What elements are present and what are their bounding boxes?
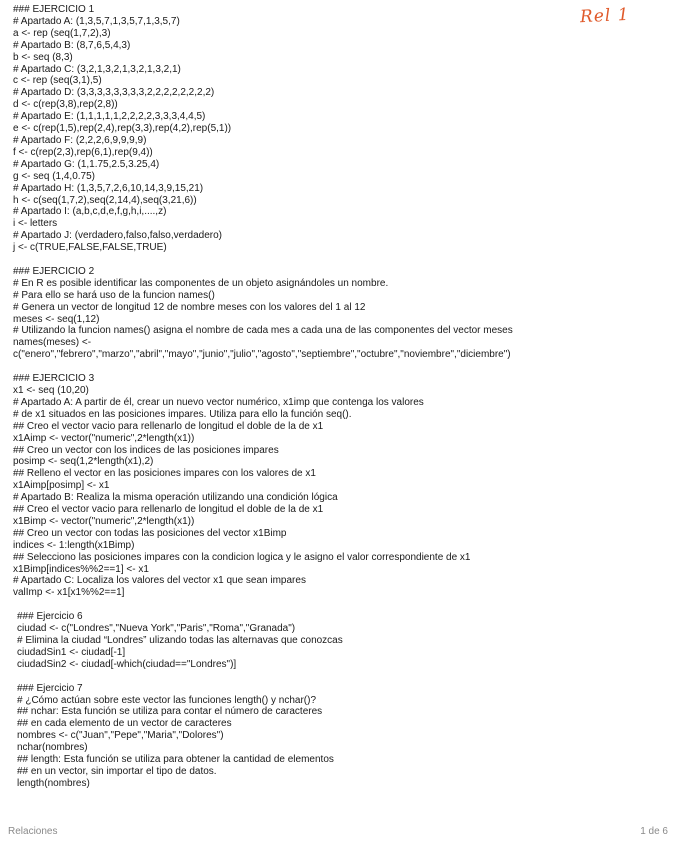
code-line: ## Selecciono las posiciones impares con la condicion logica y le asigno el valor correspondiente de x1 [13, 551, 471, 563]
code-line: nombres <- c("Juan","Pepe","Maria","Dolores") [17, 730, 224, 742]
code-line: # Apartado A: A partir de él, crear un nuevo vector numérico, x1imp que contenga los valores [13, 396, 424, 408]
code-line: i <- letters [13, 218, 58, 230]
code-line: ## en un vector, sin importar el tipo de datos. [17, 765, 217, 777]
code-line: a <- rep (seq(1,7,2),3) [13, 27, 111, 39]
code-line: # Apartado F: (2,2,2,6,9,9,9,9) [13, 134, 147, 146]
code-line: posimp <- seq(1,2*length(x1),2) [13, 456, 154, 468]
code-line: # de x1 situados en las posiciones impares. Utiliza para ello la función seq(). [13, 408, 352, 420]
code-line: h <- c(seq(1,7,2),seq(2,14,4),seq(3,21,6)) [13, 194, 197, 206]
code-line: indices <- 1:length(x1Bimp) [13, 539, 135, 551]
code-line: # En R es posible identificar las componentes de un objeto asignándoles un nombre. [13, 277, 389, 289]
code-line: valImp <- x1[x1%%2==1] [13, 587, 125, 599]
blank-line [13, 254, 613, 266]
code-line: e <- c(rep(1,5),rep(2,4),rep(3,3),rep(4,2),rep(5,1)) [13, 123, 232, 135]
indented-code-section [13, 611, 613, 671]
code-line: # Apartado A: (1,3,5,7,1,3,5,7,1,3,5,7) [13, 15, 180, 27]
code-line: ## nchar: Esta función se utiliza para contar el número de caracteres [17, 706, 323, 718]
code-line: length(nombres) [17, 777, 90, 789]
code-line: j <- c(TRUE,FALSE,FALSE,TRUE) [13, 242, 167, 254]
code-line: # Apartado I: (a,b,c,d,e,f,g,h,i,....,z) [13, 206, 167, 218]
code-section [13, 4, 613, 254]
code-line: names(meses) <- [13, 337, 92, 349]
footer-page-number: 1 de 6 [640, 826, 668, 837]
code-line: ## Creo el vector vacio para rellenarlo de longitud el doble de la de x1 [13, 420, 324, 432]
handwritten-annotation: Rel 1 [579, 4, 631, 28]
code-line: # Apartado B: Realiza la misma operación utilizando una condición lógica [13, 492, 338, 504]
code-line: # Genera un vector de longitud 12 de nombre meses con los valores del 1 al 12 [13, 301, 366, 313]
code-line: g <- seq (1,4,0.75) [13, 170, 95, 182]
code-line: ## Creo un vector con los indices de las posiciones impares [13, 444, 279, 456]
code-line: meses <- seq(1,12) [13, 313, 100, 325]
code-line: # Apartado B: (8,7,6,5,4,3) [13, 39, 131, 51]
section-heading: ### EJERCICIO 2 [13, 265, 95, 277]
blank-line [13, 599, 613, 611]
code-line: c <- rep (seq(3,1),5) [13, 75, 102, 87]
blank-line [13, 361, 613, 373]
code-line: x1Bimp <- vector("numeric",2*length(x1)) [13, 515, 195, 527]
code-line: # Apartado C: Localiza los valores del vector x1 que sean impares [13, 575, 306, 587]
code-line: ciudad <- c("Londres","Nueva York","Paris","Roma","Granada") [17, 623, 296, 635]
code-line: # Apartado H: (1,3,5,7,2,6,10,14,3,9,15,21) [13, 182, 204, 194]
code-line: # Utilizando la funcion names() asigna el nombre de cada mes a cada una de las componentes del vector meses [13, 325, 513, 337]
section-heading: ### Ejercicio 7 [17, 682, 83, 694]
code-section [13, 373, 613, 599]
code-line: ciudadSin1 <- ciudad[-1] [17, 646, 126, 658]
code-line: # Apartado D: (3,3,3,3,3,3,3,3,2,2,2,2,2,2,2,2) [13, 87, 215, 99]
section-heading: ### EJERCICIO 3 [13, 373, 95, 385]
code-line: d <- c(rep(3,8),rep(2,8)) [13, 99, 118, 111]
code-line: ## Creo un vector con todas las posiciones del vector x1Bimp [13, 527, 287, 539]
code-line: x1 <- seq (10,20) [13, 384, 89, 396]
code-line: ## Creo el vector vacio para rellenarlo de longitud el doble de la de x1 [13, 504, 324, 516]
code-line: c("enero","febrero","marzo","abril","mayo","junio","julio","agosto","septiembre","octubre","noviembre","diciembre") [13, 349, 511, 361]
code-line: # Apartado G: (1,1.75,2.5,3.25,4) [13, 158, 160, 170]
document-body [13, 4, 613, 790]
indented-code-section [13, 683, 613, 790]
code-line: # Para ello se hará uso de la funcion names() [13, 289, 215, 301]
footer-document-title: Relaciones [8, 826, 58, 837]
code-line: x1Aimp <- vector("numeric",2*length(x1)) [13, 432, 195, 444]
section-heading: ### EJERCICIO 1 [13, 4, 95, 15]
section-heading: ### Ejercicio 6 [17, 611, 83, 623]
code-line: f <- c(rep(2,3),rep(6,1),rep(9,4)) [13, 146, 153, 158]
code-line: # Elimina la ciudad “Londres” ulizando todas las alternavas que conozcas [17, 634, 343, 646]
code-line: ## Relleno el vector en las posiciones impares con los valores de x1 [13, 468, 316, 480]
code-line: x1Bimp[indices%%2==1] <- x1 [13, 563, 149, 575]
code-line: # Apartado E: (1,1,1,1,1,2,2,2,2,3,3,3,4,4,5) [13, 111, 206, 123]
code-line: # ¿Cómo actúan sobre este vector las funciones length() y nchar()? [17, 694, 317, 706]
code-line: # Apartado J: (verdadero,falso,falso,verdadero) [13, 230, 223, 242]
code-line: nchar(nombres) [17, 742, 88, 754]
code-line: x1Aimp[posimp] <- x1 [13, 480, 110, 492]
blank-line [13, 671, 613, 683]
code-line: ## length: Esta función se utiliza para obtener la cantidad de elementos [17, 754, 334, 766]
code-section [13, 266, 613, 361]
code-line: b <- seq (8,3) [13, 51, 73, 63]
code-line: ## en cada elemento de un vector de caracteres [17, 718, 232, 730]
code-line: # Apartado C: (3,2,1,3,2,1,3,2,1,3,2,1) [13, 63, 181, 75]
code-line: ciudadSin2 <- ciudad[-which(ciudad=="Londres")] [17, 658, 237, 670]
